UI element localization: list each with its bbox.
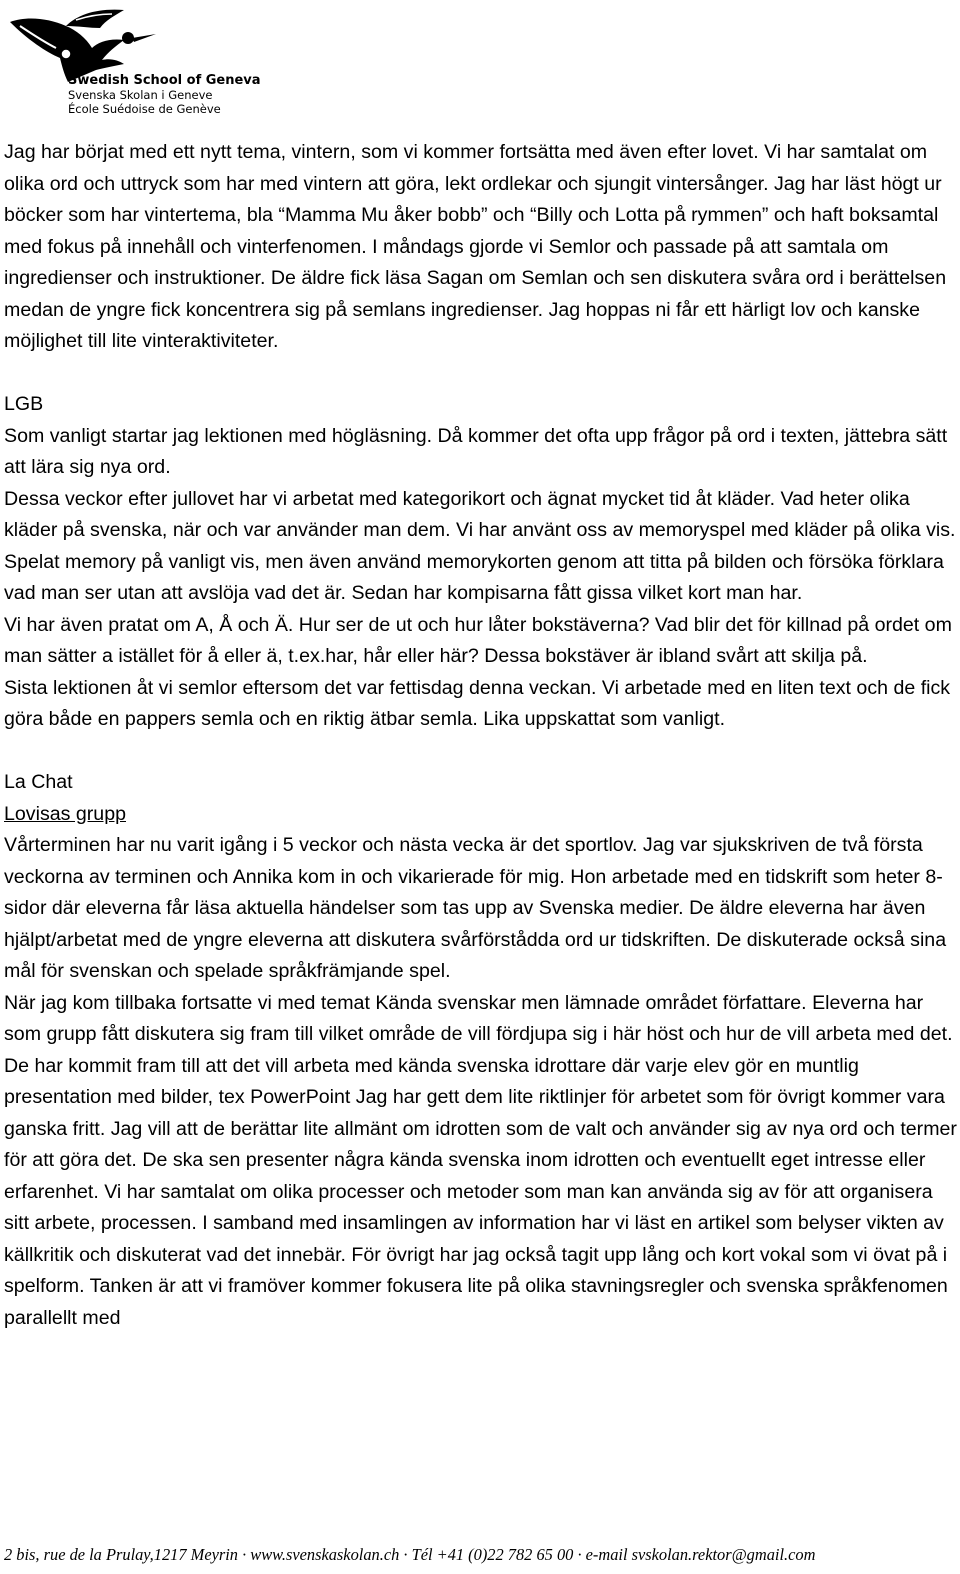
lovisa-group-heading: Lovisas grupp (4, 802, 126, 825)
logo-school-name: Swedish School of Geneva (68, 73, 261, 88)
lachat-paragraph-famous-swedes: När jag kom tillbaka fortsatte vi med temat Kända svenskar men lämnade området författare. Eleverna har som grupp fått diskutera sig fram till vilket område de vill fördjupa sig i här höst och hur de vill arbeta med det. De har kommit fram till att det vill arbeta med kända svenska idrottare där varje elev gör en muntlig presentation med bilder, tex PowerPoint Jag har gett dem lite riktlinjer för arbetet som för övrigt kommer vara ganska fritt. Jag vill att de berättar lite allmänt om idrotten som de valt och använder sig av nya ord och termer för att göra det. De ska sen presenter några kända svenska inom idrotten och eventuellt eget intresse eller erfarenhet. Vi har samtalat om olika processer och metoder som man kan använda sig av för att organisera sitt arbete, processen. I samband med insamlingen av information har vi läst en artikel som belyser vikten av källkritik och diskuterat vad det innebär. För övrigt har jag också tagit upp lång och kort vokal som vi övat på i spelform. Tanken är att vi framöver kommer fokusera lite på olika stavningsregler och svenska språkfenomen parallellt med (4, 991, 957, 1329)
intro-paragraph: Jag har börjat med ett nytt tema, vintern, som vi kommer fortsätta med även efter lovet. Vi har samtalat om olika ord och uttryck som har med vintern att göra, lekt ordlekar och sjungit vintersånger. Jag har läst högt ur böcker som har vintertema, bla “Mamma Mu åker bobb” och “Billy och Lotta på rymmen” och haft boksamtal med fokus på innehåll och vinterfenomen. I måndags gjorde vi Semlor och passade på att samtala om ingredienser och instruktioner. De äldre fick läsa Sagan om Semlan och sen diskutera svåra ord i berättelsen medan de yngre fick koncentrera sig på semlans ingredienser. Jag hoppas ni får ett härligt lov och kanske möjlighet till lite vinteraktiviteter. (4, 141, 947, 352)
lgb-paragraph-clothes: Dessa veckor efter jullovet har vi arbetat med kategorikort och ägnat mycket tid åt kläder. Vad heter olika kläder på svenska, när och var använder man dem. Vi har använt oss av memoryspel med kläder på olika vis. Spelat memory på vanligt vis, men även använd memorykorten genom att titta på bilden och försöka förklara vad man ser utan att avslöja vad det är. Sedan har kompisarna fått gissa vilket kort man har. (4, 487, 956, 604)
lgb-heading: LGB (4, 393, 44, 415)
spacer (4, 358, 958, 390)
bird-logo-icon (6, 4, 166, 84)
lgb-paragraph-letters: Vi har även pratat om A, Å och Ä. Hur ser de ut och hur låter bokstäverna? Vad blir det för killnad på ordet om man sätter a istället för å eller ä, t.ex.har, hår eller här? Dessa bokstäver är ibland svårt att skilja på. (4, 613, 952, 667)
logo-school-name-french: École Suédoise de Genève (68, 102, 221, 116)
spacer (4, 736, 958, 768)
lachat-heading: La Chat (4, 771, 73, 793)
school-logo (6, 4, 261, 116)
lgb-paragraph-reading: Som vanligt startar jag lektionen med högläsning. Då kommer det ofta upp frågor på ord i texten, jättebra sätt att lära sig nya ord. (4, 424, 948, 478)
lachat-paragraph-spring-term: Vårterminen har nu varit igång i 5 veckor och nästa vecka är det sportlov. Jag var sjukskriven de två första veckorna av terminen och Annika kom in och vikarierade för mig. Hon arbetade med en tidskrift som heter 8-sidor där eleverna får läsa aktuella händelser som tas upp av Svenska medier. De äldre eleverna har även hjälpt/arbetat med de yngre eleverna att diskutera svårförstådda ord ur tidskriften. De diskuterade också sina mål för svenskan och spelade språkfrämjande spel. (4, 834, 947, 982)
lgb-paragraph-semlor: Sista lektionen åt vi semlor eftersom det var fettisdag denna veckan. Vi arbetade med en liten text och de fick göra både en pappers semla och en riktig ätbar semla. Lika uppskattat som vanligt. (4, 676, 951, 730)
page-footer: 2 bis, rue de la Prulay,1217 Meyrin · www.svenskaskolan.ch · Tél +41 (0)22 782 65 00 · e-mail svskolan.rektor@gmail.com (4, 1545, 816, 1564)
document-body (4, 137, 958, 1334)
logo-school-name-swedish: Svenska Skolan i Geneve (68, 88, 213, 102)
